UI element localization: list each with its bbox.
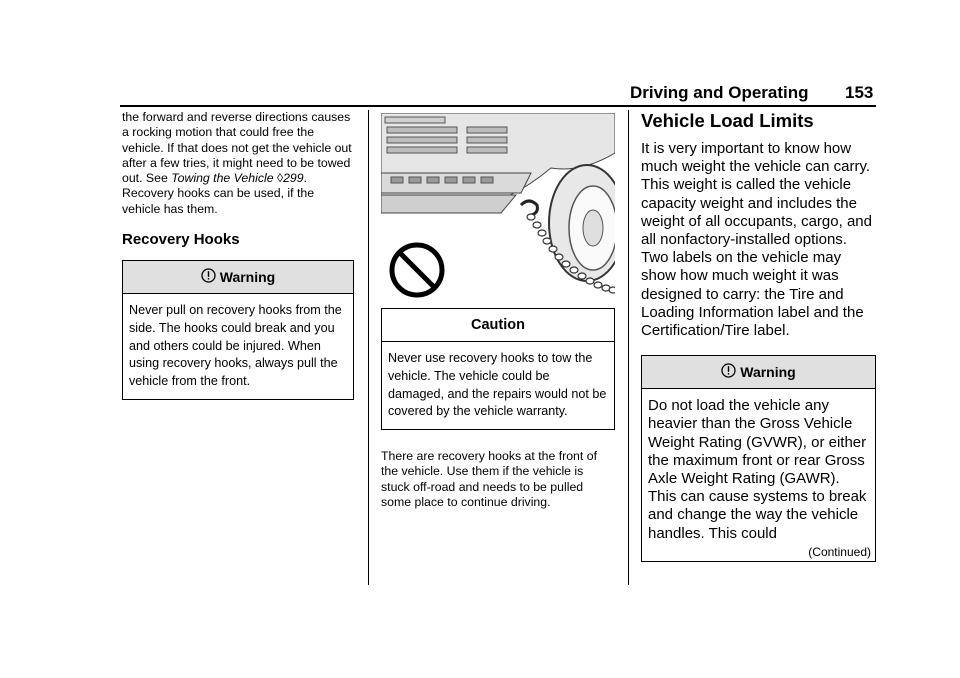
warning-icon	[201, 268, 216, 286]
towing-link[interactable]: Towing the Vehicle	[171, 171, 274, 186]
towing-link-page[interactable]: 299	[283, 171, 304, 186]
warning-box	[122, 260, 354, 400]
recovery-hook-illustration	[381, 113, 615, 300]
page-ref-icon: ◊	[276, 171, 284, 186]
recovery-hooks-heading: Recovery Hooks	[122, 231, 240, 249]
warning-header-2	[642, 356, 875, 389]
page-number: 153	[845, 83, 874, 102]
caution-header	[382, 309, 614, 342]
column-left	[122, 110, 354, 400]
warning-title: Warning	[219, 269, 276, 286]
load-limits-paragraph: It is very important to know how much weight the vehicle can carry. This weight is called the vehicle capacity weight and includes the weight of all occupants, cargo, and all nonfactory-installed options. Two labels on the vehicle may show how much weight it was designed to carry: the Tire and Loading Information label and the Certification/Tire label.	[641, 140, 872, 340]
warning-box-2	[641, 355, 876, 562]
recovery-hooks-paragraph: There are recovery hooks at the front of the vehicle. Use them if the vehicle is stuck off-road and needs to be pulled some place to continue driving.	[381, 449, 597, 510]
intro-paragraph	[122, 110, 354, 217]
column-divider	[628, 110, 629, 585]
warning-text-2: Do not load the vehicle any heavier than the Gross Vehicle Weight Rating (GVWR), or either the maximum front or rear Gross Axle Weight Rating (GAWR). This can cause systems to break and change the way the vehicle handles. This could	[648, 397, 867, 542]
column-middle	[381, 113, 615, 510]
warning-text: Never pull on recovery hooks from the side. The hooks could break and you and others could be injured. When using recovery hooks, always pull the vehicle from the front.	[129, 303, 342, 389]
section-title: Driving and Operating	[630, 83, 809, 102]
intro-text-after: . Recovery hooks can be used, if the vehicle has them.	[122, 171, 315, 216]
caution-title: Caution	[471, 317, 525, 333]
warning-header	[123, 261, 353, 294]
caution-box	[381, 308, 615, 430]
warning-title-2: Warning	[740, 364, 796, 381]
continued-label: (Continued)	[808, 544, 871, 559]
vehicle-load-limits-heading: Vehicle Load Limits	[641, 110, 814, 131]
header-rule	[120, 105, 876, 107]
column-divider	[368, 110, 369, 585]
caution-text: Never use recovery hooks to tow the vehicle. The vehicle could be damaged, and the repairs would not be covered by the vehicle warranty.	[388, 351, 607, 419]
column-right	[641, 110, 876, 562]
warning-icon	[721, 363, 736, 381]
intro-text: the forward and reverse directions causes a rocking motion that could free the vehicle. If that does not get the vehicle out after a few tries, it might need to be towed out. See	[122, 110, 352, 186]
